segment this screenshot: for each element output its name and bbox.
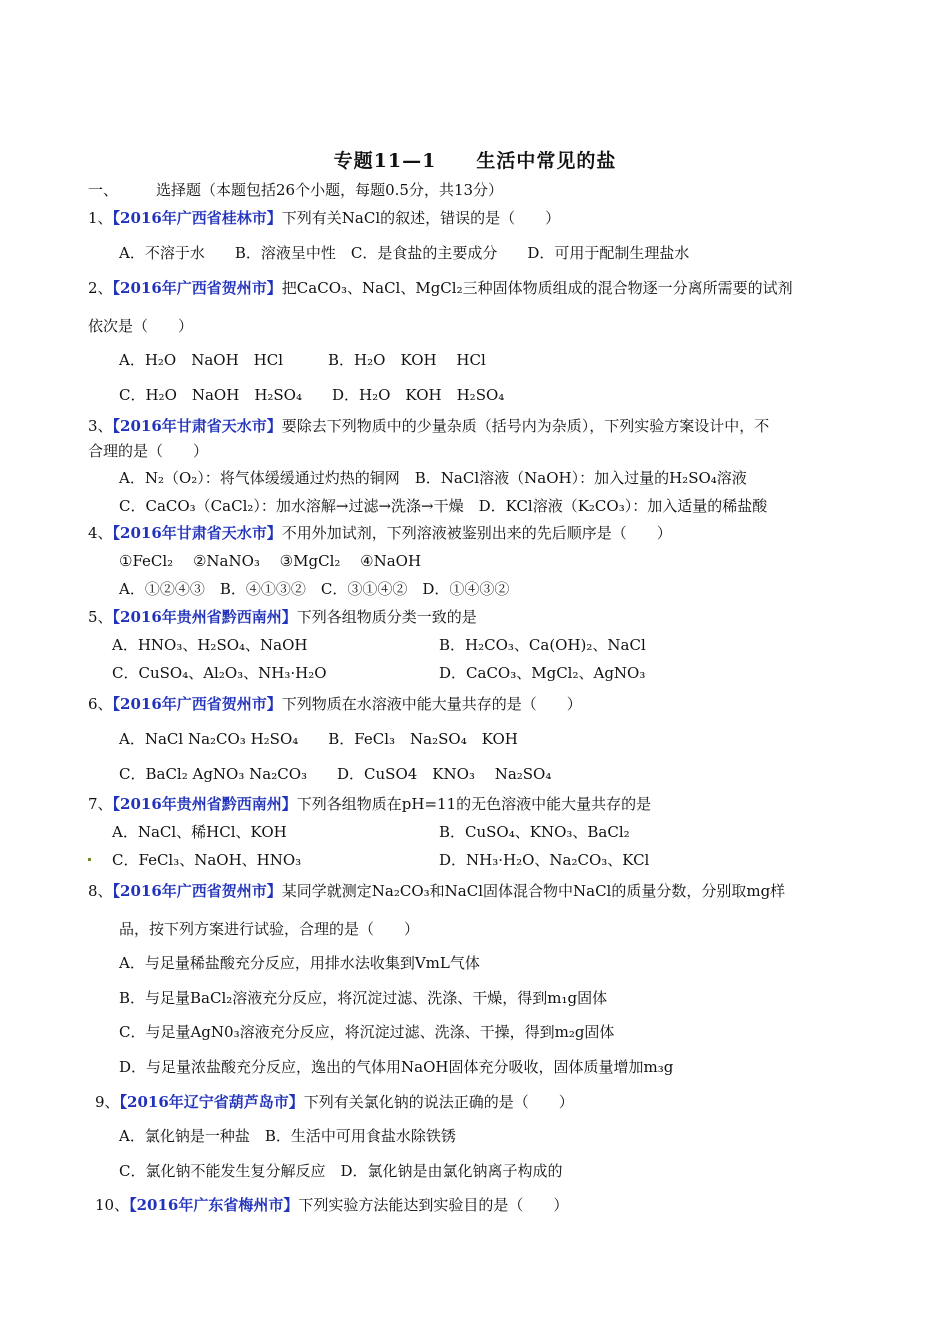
question-2 — [88, 278, 793, 298]
question-8-option-b: B．与足量BaCl₂溶液充分反应，将沉淀过滤、洗涤、干燥，得到m₁g固体 — [119, 989, 608, 1007]
question-text: 下列实验方法能达到实验目的是（ ） — [298, 1196, 569, 1214]
question-3-options-ab: A．N₂（O₂）：将气体缓缓通过灼热的铜网 B．NaCl溶液（NaOH）：加入过量的H₂SO₄溶液 — [119, 469, 747, 487]
question-number: 5、 — [88, 608, 113, 626]
question-number: 2、 — [88, 279, 113, 297]
question-5-option-c: C．CuSO₄、Al₂O₃、NH₃·H₂O — [112, 664, 327, 682]
question-2-options-cd: C．H₂O NaOH H₂SO₄ D．H₂O KOH H₂SO₄ — [119, 386, 505, 404]
question-number: 8、 — [88, 882, 113, 900]
question-10 — [95, 1195, 568, 1215]
question-1 — [88, 208, 560, 228]
question-number: 10、 — [95, 1196, 130, 1214]
question-8-option-d: D．与足量浓盐酸充分反应，逸出的气体用NaOH固体充分吸收，固体质量增加m₃g — [119, 1058, 674, 1076]
question-5-option-d: D．CaCO₃、MgCl₂、AgNO₃ — [439, 664, 646, 682]
question-number: 1、 — [88, 209, 113, 227]
question-source: 【2016年甘肃省天水市】 — [112, 417, 282, 435]
question-2-continuation: 依次是（ ） — [88, 317, 194, 335]
question-source: 【2016年甘肃省天水市】 — [112, 524, 282, 542]
question-source: 【2016年广东省梅州市】 — [129, 1196, 299, 1214]
question-8-continuation: 品，按下列方案进行试验，合理的是（ ） — [119, 920, 420, 938]
question-5 — [88, 607, 477, 627]
question-number: 3、 — [88, 417, 113, 435]
question-text: 不用外加试剂，下列溶液被鉴别出来的先后顺序是（ ） — [281, 524, 672, 542]
question-2-options-ab: A．H₂O NaOH HCl B．H₂O KOH HCl — [119, 351, 486, 369]
question-source: 【2016年贵州省黔西南州】 — [112, 795, 297, 813]
question-source: 【2016年贵州省黔西南州】 — [112, 608, 297, 626]
question-7-option-b: B．CuSO₄、KNO₃、BaCl₂ — [439, 823, 630, 841]
question-8-option-c: C．与足量AgN0₃溶液充分反应，将沉淀过滤、洗涤、干操，得到m₂g固体 — [119, 1023, 615, 1041]
question-4-items: ①FeCl₂ ②NaNO₃ ③MgCl₂ ④NaOH — [119, 552, 422, 570]
question-source: 【2016年广西省贺州市】 — [112, 279, 282, 297]
question-text: 下列各组物质在pH=11的无色溶液中能大量共存的是 — [296, 795, 652, 813]
question-text: 下列有关NaCl的叙述，错误的是（ ） — [281, 209, 561, 227]
section-heading — [88, 180, 503, 200]
question-6-options-cd: C．BaCl₂ AgNO₃ Na₂CO₃ D．CuSO4 KNO₃ Na₂SO₄ — [119, 765, 552, 783]
question-source: 【2016年广西省贺州市】 — [112, 882, 282, 900]
question-text: 下列各组物质分类一致的是 — [296, 608, 477, 626]
section-number: 一、 — [88, 181, 119, 199]
page-title: 专题11—1 生活中常见的盐 — [333, 150, 617, 172]
question-3-continuation: 合理的是（ ） — [88, 442, 209, 460]
question-5-option-b: B．H₂CO₃、Ca(OH)₂、NaCl — [439, 636, 646, 654]
question-8 — [88, 881, 785, 901]
question-6 — [88, 694, 582, 714]
question-4-options: A．①②④③ B．④①③② C．③①④② D．①④③② — [119, 580, 510, 598]
question-source: 【2016年广西省桂林市】 — [112, 209, 282, 227]
question-5-option-a: A．HNO₃、H₂SO₄、NaOH — [112, 636, 308, 654]
question-7-option-c: C．FeCl₃、NaOH、HNO₃ — [112, 851, 302, 869]
question-1-options: A．不溶于水 B．溶液呈中性 C．是食盐的主要成分 D．可用于配制生理盐水 — [119, 244, 690, 262]
question-4 — [88, 523, 672, 543]
question-text: 要除去下列物质中的少量杂质（括号内为杂质），下列实验方案设计中，不 — [281, 417, 770, 435]
question-text: 下列物质在水溶液中能大量共存的是（ ） — [281, 695, 582, 713]
question-9 — [95, 1092, 574, 1112]
question-number: 6、 — [88, 695, 113, 713]
question-number: 7、 — [88, 795, 113, 813]
question-6-options-ab: A．NaCl Na₂CO₃ H₂SO₄ B．FeCl₃ Na₂SO₄ KOH — [119, 730, 518, 748]
question-7-option-d: D．NH₃·H₂O、Na₂CO₃、KCl — [439, 851, 650, 869]
question-3-options-cd: C．CaCO₃（CaCl₂）：加水溶解→过滤→洗涤→干燥 D．KCl溶液（K₂CO₃）：加入适量的稀盐酸 — [119, 497, 768, 515]
question-text: 下列有关氯化钠的说法正确的是（ ） — [303, 1093, 574, 1111]
question-source: 【2016年广西省贺州市】 — [112, 695, 282, 713]
margin-dot — [88, 858, 91, 861]
question-9-options-cd: C．氯化钠不能发生复分解反应 D．氯化钠是由氯化钠离子构成的 — [119, 1162, 563, 1180]
question-3 — [88, 416, 769, 436]
question-number: 4、 — [88, 524, 113, 542]
question-text: 某同学就测定Na₂CO₃和NaCl固体混合物中NaCl的质量分数，分别取mg样 — [281, 882, 786, 900]
question-number: 9、 — [95, 1093, 120, 1111]
question-text: 把CaCO₃、NaCl、MgCl₂三种固体物质组成的混合物逐一分离所需要的试剂 — [281, 279, 793, 297]
question-source: 【2016年辽宁省葫芦岛市】 — [119, 1093, 304, 1111]
question-7-option-a: A．NaCl、稀HCl、KOH — [112, 823, 287, 841]
section-text: 选择题（本题包括26个小题，每题0.5分，共13分） — [156, 181, 504, 199]
question-9-options-ab: A．氯化钠是一种盐 B．生活中可用食盐水除铁锈 — [119, 1127, 456, 1145]
question-8-option-a: A．与足量稀盐酸充分反应，用排水法收集到VmL气体 — [119, 954, 480, 972]
question-7 — [88, 794, 651, 814]
